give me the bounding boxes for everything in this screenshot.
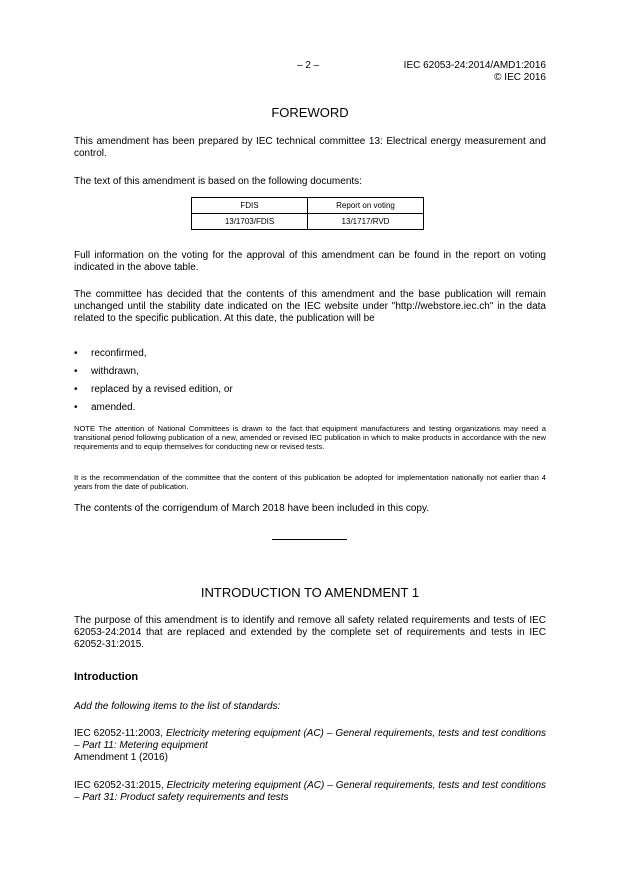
reference-code: IEC 62052-31:2015,: [74, 780, 164, 791]
table-header-row: [192, 198, 424, 214]
list-item: [74, 384, 233, 396]
table-cell: 13/1703/FDIS: [192, 214, 308, 230]
list-item-text: amended.: [91, 402, 136, 413]
foreword-paragraph-4: The committee has decided that the contents of this amendment and the base publication will remain unchanged until the stability date indicated on the IEC website under "http://webstore.iec.ch" in the data related to the specific publication. At this date, the publication will be: [74, 289, 546, 324]
reference-2: [74, 780, 546, 804]
list-item-text: replaced by a revised edition, or: [91, 384, 233, 395]
bullet-icon: •: [74, 348, 78, 359]
recommendation-text: It is the recommendation of the committee that the content of this publication be adopted for implementation nationally not earlier than 4 years from the date of publication.: [74, 473, 546, 492]
bullet-icon: •: [74, 402, 78, 413]
introduction-title: INTRODUCTION TO AMENDMENT 1: [200, 585, 420, 600]
foreword-title: FOREWORD: [271, 105, 349, 120]
introduction-subheading: Introduction: [74, 671, 139, 683]
list-item: [74, 348, 147, 360]
reference-title: Electricity metering equipment (AC) – General requirements, tests and test conditions – Part 11: Metering equipment: [74, 728, 547, 751]
list-item: [74, 402, 135, 414]
bullet-icon: •: [74, 366, 78, 377]
voting-documents-table: [191, 197, 424, 230]
section-divider: [272, 539, 347, 540]
table-cell: 13/1717/RVD: [308, 214, 424, 230]
foreword-paragraph-2: The text of this amendment is based on the following documents:: [74, 176, 362, 187]
corrigendum-text: The contents of the corrigendum of March 2018 have been included in this copy.: [74, 503, 430, 514]
list-item-text: reconfirmed,: [91, 348, 147, 359]
foreword-paragraph-3: Full information on the voting for the approval of this amendment can be found in the report on voting indicated in the above table.: [74, 250, 546, 273]
reference-1: [74, 728, 546, 752]
instruction-text: Add the following items to the list of standards:: [74, 701, 281, 712]
copyright: © IEC 2016: [494, 72, 546, 83]
reference-title: Electricity metering equipment (AC) – General requirements, tests and test conditions – Part 31: Product safety requirements and tests: [74, 780, 547, 803]
reference-code: IEC 62052-11:2003,: [74, 728, 163, 739]
list-item-text: withdrawn,: [91, 366, 139, 377]
reference-1-amendment: Amendment 1 (2016): [74, 752, 168, 763]
document-id: IEC 62053-24:2014/AMD1:2016: [403, 60, 546, 71]
foreword-paragraph-1: This amendment has been prepared by IEC technical committee 13: Electrical energy measurement and control.: [74, 136, 546, 159]
list-item: [74, 366, 139, 378]
note-text: NOTE The attention of National Committees is drawn to the fact that equipment manufacturers and testing organizations may need a transitional period following publication of a new, amended or revised IEC publication in which to make products in accordance with the new requirements and to equip themselves for conducting new or revised tests.: [74, 424, 546, 452]
page-number: – 2 –: [297, 60, 320, 71]
introduction-paragraph: The purpose of this amendment is to identify and remove all safety related requirements and tests of IEC 62053-24:2014 that are replaced and extended by the complete set of requirements and tests in IEC 62052-31:2015.: [74, 615, 546, 650]
table-row: [192, 214, 424, 230]
table-header-cell: FDIS: [192, 198, 308, 214]
table-header-cell: Report on voting: [308, 198, 424, 214]
document-reference: [404, 60, 546, 84]
bullet-icon: •: [74, 384, 78, 395]
